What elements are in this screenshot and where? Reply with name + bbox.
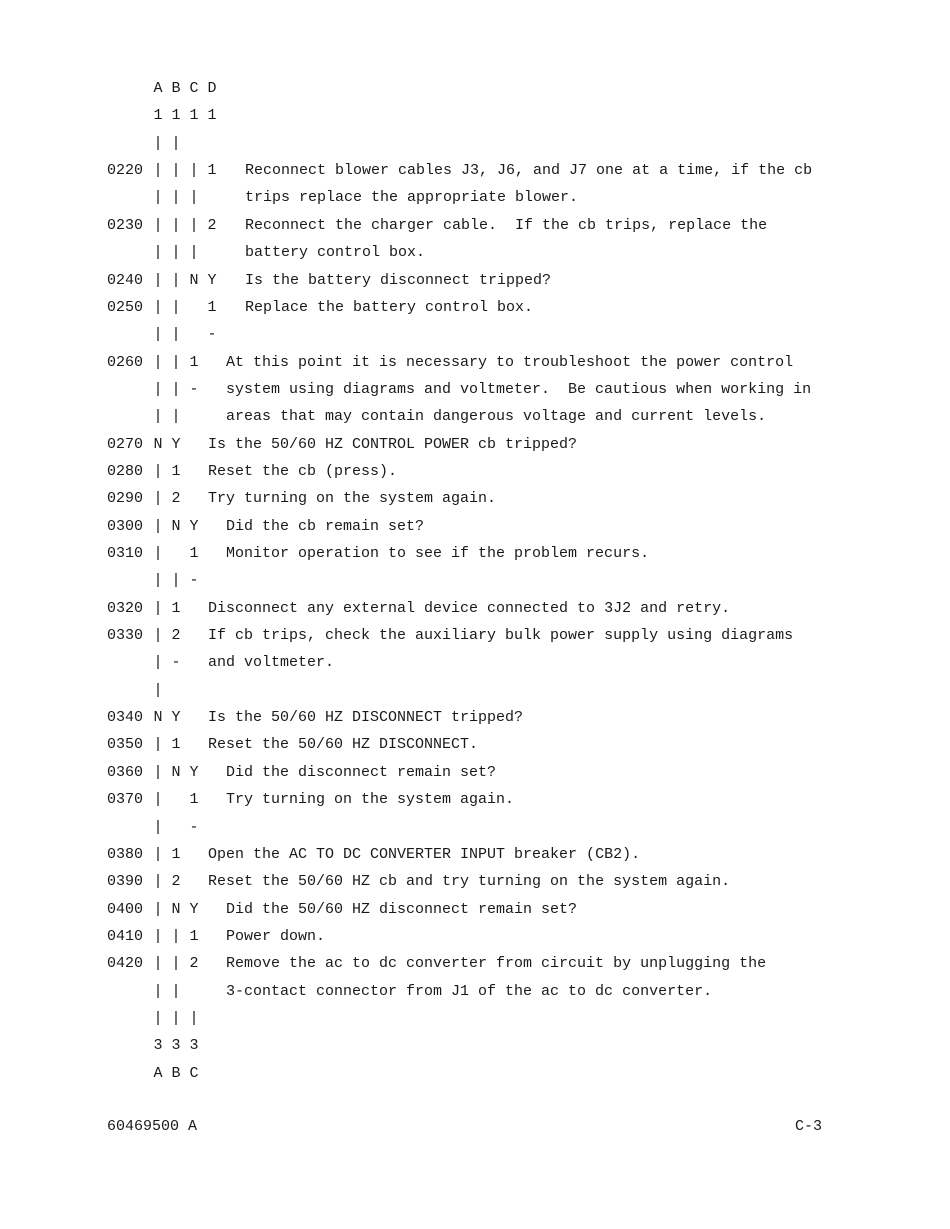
- line-number: 0230: [107, 216, 144, 234]
- decision-column-b: 1: [171, 462, 181, 480]
- line-number: 0340: [107, 709, 144, 727]
- decision-column-b: 2: [171, 627, 181, 644]
- line-number: 0390: [107, 873, 144, 891]
- decision-column-a: |: [153, 599, 163, 617]
- decision-column-d: 2: [207, 216, 217, 234]
- decision-column-a: |: [153, 927, 163, 945]
- decision-column-c: 1: [189, 545, 199, 562]
- decision-column-d: D: [207, 80, 217, 97]
- line-number: 0270: [107, 435, 144, 453]
- decision-column-b: |: [171, 1009, 181, 1027]
- decision-column-a: |: [153, 900, 163, 918]
- decision-column-b: 1: [171, 599, 181, 617]
- table-line: [0, 376, 950, 403]
- decision-column-a: 3: [153, 1037, 163, 1055]
- table-line: [0, 321, 950, 348]
- decision-column-c: |: [189, 244, 199, 262]
- decision-column-b: |: [171, 380, 181, 398]
- step-text: Try turning on the system again.: [208, 490, 497, 508]
- line-number: 0410: [107, 927, 144, 945]
- decision-column-b: B: [171, 1064, 181, 1082]
- step-text: battery control box.: [245, 244, 426, 262]
- decision-column-a: |: [153, 162, 163, 180]
- line-number: 0380: [107, 845, 144, 863]
- line-number: 0310: [107, 545, 144, 562]
- decision-column-a: |: [153, 134, 163, 152]
- decision-column-c: N: [189, 271, 199, 289]
- decision-column-a: N: [153, 709, 163, 727]
- step-text: Replace the battery control box.: [245, 298, 534, 316]
- table-line: [0, 513, 950, 540]
- decision-column-c: 1: [189, 353, 199, 371]
- decision-column-b: N: [171, 517, 181, 535]
- line-number: 0300: [107, 517, 144, 535]
- table-line: [0, 923, 950, 950]
- decision-column-c: Y: [189, 763, 199, 781]
- decision-column-a: |: [153, 353, 163, 371]
- step-text: At this point it is necessary to troubleshoot the power control: [226, 353, 794, 371]
- step-text: Power down.: [226, 927, 326, 945]
- table-line: [0, 978, 950, 1005]
- step-text: Disconnect any external device connected to 3J2 and retry.: [208, 599, 731, 617]
- decision-column-a: |: [153, 627, 163, 644]
- decision-column-a: A: [153, 80, 163, 97]
- step-text: Reset the cb (press).: [208, 462, 398, 480]
- table-line: [0, 649, 950, 676]
- decision-column-c: C: [189, 1064, 199, 1082]
- line-number: 0370: [107, 791, 144, 809]
- step-text: Monitor operation to see if the problem recurs.: [226, 545, 650, 562]
- decision-column-d: -: [207, 326, 217, 344]
- decision-column-a: 1: [153, 107, 163, 125]
- page-number: C-3: [795, 1118, 823, 1135]
- step-text: Did the 50/60 HZ disconnect remain set?: [226, 900, 578, 918]
- table-line: [0, 950, 950, 977]
- decision-column-b: |: [171, 162, 181, 180]
- table-line: [0, 759, 950, 786]
- decision-column-b: |: [171, 572, 181, 590]
- step-text: Reconnect blower cables J3, J6, and J7 one at a time, if the cb: [245, 162, 813, 180]
- decision-column-b: 2: [171, 873, 181, 891]
- step-text: areas that may contain dangerous voltage and current levels.: [226, 408, 767, 426]
- decision-column-b: |: [171, 271, 181, 289]
- decision-column-a: |: [153, 736, 163, 754]
- line-number: 0420: [107, 955, 144, 973]
- decision-column-b: |: [171, 408, 181, 426]
- decision-column-a: |: [153, 271, 163, 289]
- step-text: Reset the 50/60 HZ cb and try turning on the system again.: [208, 873, 731, 891]
- decision-column-b: Y: [171, 709, 181, 727]
- decision-column-a: |: [153, 654, 163, 672]
- line-number: 0350: [107, 736, 144, 754]
- decision-column-c: |: [189, 1009, 199, 1027]
- decision-column-a: |: [153, 818, 163, 836]
- line-number: 0290: [107, 490, 144, 508]
- table-line: [0, 1060, 950, 1087]
- table-line: [0, 1032, 950, 1059]
- decision-column-c: |: [189, 216, 199, 234]
- table-line: [0, 786, 950, 813]
- decision-column-c: Y: [189, 900, 199, 918]
- decision-column-d: Y: [207, 271, 217, 289]
- decision-column-b: N: [171, 900, 181, 918]
- decision-column-a: |: [153, 1009, 163, 1027]
- decision-column-c: C: [189, 80, 199, 97]
- line-number: 0320: [107, 599, 144, 617]
- step-text: Open the AC TO DC CONVERTER INPUT breaker (CB2).: [208, 845, 641, 863]
- decision-column-b: |: [171, 216, 181, 234]
- table-line: [0, 102, 950, 129]
- decision-column-a: |: [153, 189, 163, 207]
- step-text: trips replace the appropriate blower.: [245, 189, 579, 207]
- decision-column-a: |: [153, 791, 163, 809]
- decision-column-b: 1: [171, 107, 181, 125]
- table-line: [0, 75, 950, 102]
- decision-column-b: |: [171, 244, 181, 262]
- table-line: [0, 458, 950, 485]
- table-line: [0, 130, 950, 157]
- decision-column-b: 1: [171, 736, 181, 754]
- decision-column-b: |: [171, 955, 181, 973]
- decision-column-a: |: [153, 244, 163, 262]
- decision-column-b: B: [171, 80, 181, 97]
- decision-column-a: |: [153, 462, 163, 480]
- decision-column-b: |: [171, 927, 181, 945]
- table-line: [0, 239, 950, 266]
- step-text: Remove the ac to dc converter from circuit by unplugging the: [226, 955, 767, 973]
- decision-column-c: -: [189, 818, 199, 836]
- decision-column-a: |: [153, 545, 163, 562]
- table-line: [0, 349, 950, 376]
- decision-column-a: |: [153, 845, 163, 863]
- decision-column-a: |: [153, 380, 163, 398]
- table-line: [0, 704, 950, 731]
- decision-column-a: |: [153, 982, 163, 1000]
- document-number: 60469500 A: [107, 1118, 198, 1135]
- decision-column-a: |: [153, 681, 163, 699]
- table-line: [0, 622, 950, 649]
- table-line: [0, 868, 950, 895]
- table-line: [0, 841, 950, 868]
- table-line: [0, 157, 950, 184]
- line-number: 0330: [107, 627, 144, 644]
- table-line: [0, 567, 950, 594]
- decision-column-c: Y: [189, 517, 199, 535]
- table-line: [0, 540, 950, 567]
- decision-column-a: |: [153, 216, 163, 234]
- decision-column-a: |: [153, 326, 163, 344]
- table-line: [0, 731, 950, 758]
- table-line: [0, 677, 950, 704]
- decision-column-c: 1: [189, 927, 199, 945]
- step-text: If cb trips, check the auxiliary bulk power supply using diagrams: [208, 627, 794, 644]
- table-line: [0, 184, 950, 211]
- step-text: 3-contact connector from J1 of the ac to dc converter.: [226, 982, 713, 1000]
- decision-column-a: |: [153, 873, 163, 891]
- line-number: 0260: [107, 353, 144, 371]
- decision-column-a: |: [153, 955, 163, 973]
- table-line: [0, 267, 950, 294]
- table-line: [0, 595, 950, 622]
- decision-column-c: 1: [189, 791, 199, 809]
- decision-column-c: |: [189, 189, 199, 207]
- step-text: system using diagrams and voltmeter. Be cautious when working in: [226, 380, 812, 398]
- decision-column-b: Y: [171, 435, 181, 453]
- step-text: Is the 50/60 HZ DISCONNECT tripped?: [208, 709, 524, 727]
- decision-column-c: -: [189, 572, 199, 590]
- step-text: Is the battery disconnect tripped?: [245, 271, 552, 289]
- decision-column-d: 1: [207, 107, 217, 125]
- table-line: [0, 896, 950, 923]
- step-text: Reconnect the charger cable. If the cb trips, replace the: [245, 216, 768, 234]
- line-number: 0250: [107, 298, 144, 316]
- decision-column-c: |: [189, 162, 199, 180]
- decision-column-c: 3: [189, 1037, 199, 1055]
- table-line: [0, 1005, 950, 1032]
- decision-column-b: 3: [171, 1037, 181, 1055]
- decision-column-a: A: [153, 1064, 163, 1082]
- decision-column-a: |: [153, 490, 163, 508]
- decision-column-c: -: [189, 380, 199, 398]
- decision-column-c: 1: [189, 107, 199, 125]
- decision-column-b: |: [171, 189, 181, 207]
- decision-column-b: |: [171, 134, 181, 152]
- table-line: [0, 403, 950, 430]
- decision-column-d: 1: [207, 298, 217, 316]
- decision-column-d: 1: [207, 162, 217, 180]
- decision-column-a: |: [153, 572, 163, 590]
- line-number: 0220: [107, 162, 144, 180]
- step-text: Is the 50/60 HZ CONTROL POWER cb tripped?: [208, 435, 578, 453]
- step-text: Did the cb remain set?: [226, 517, 425, 535]
- decision-column-c: 2: [189, 955, 199, 973]
- step-text: Reset the 50/60 HZ DISCONNECT.: [208, 736, 479, 754]
- table-line: [0, 212, 950, 239]
- decision-column-a: |: [153, 763, 163, 781]
- decision-column-b: |: [171, 982, 181, 1000]
- decision-column-b: -: [171, 654, 181, 672]
- decision-column-a: |: [153, 408, 163, 426]
- decision-column-b: |: [171, 298, 181, 316]
- decision-column-a: N: [153, 435, 163, 453]
- decision-column-a: |: [153, 298, 163, 316]
- step-text: Did the disconnect remain set?: [226, 763, 497, 781]
- table-line: [0, 485, 950, 512]
- line-number: 0240: [107, 271, 144, 289]
- decision-column-b: 2: [171, 490, 181, 508]
- decision-column-b: 1: [171, 845, 181, 863]
- table-line: [0, 294, 950, 321]
- decision-column-b: |: [171, 353, 181, 371]
- line-number: 0360: [107, 763, 144, 781]
- step-text: Try turning on the system again.: [226, 791, 515, 809]
- line-number: 0400: [107, 900, 144, 918]
- step-text: and voltmeter.: [208, 654, 335, 672]
- decision-column-b: |: [171, 326, 181, 344]
- table-line: [0, 431, 950, 458]
- decision-column-b: N: [171, 763, 181, 781]
- line-number: 0280: [107, 462, 144, 480]
- decision-column-a: |: [153, 517, 163, 535]
- table-line: [0, 814, 950, 841]
